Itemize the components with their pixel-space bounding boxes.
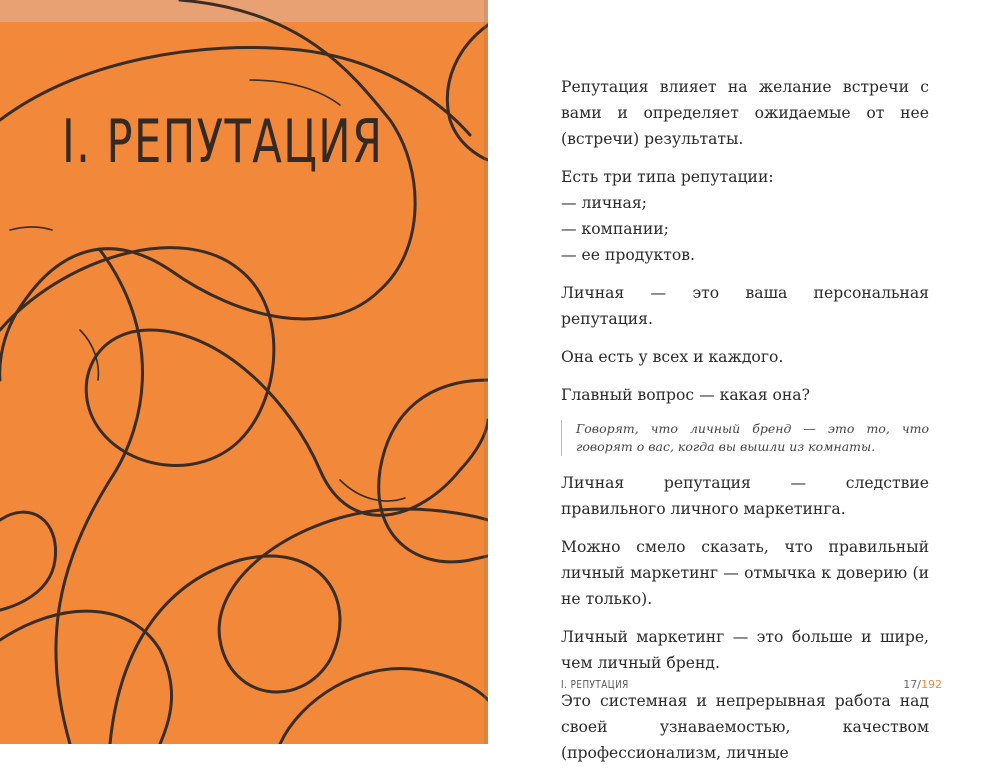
total-pages: 192 [921, 678, 942, 691]
curve-left-edge [0, 512, 56, 610]
curve-top-loop [0, 0, 415, 380]
list-item: — личная; [561, 194, 647, 212]
paragraph: Она есть у всех и каждого. [561, 348, 784, 366]
curve-lower-loop [110, 509, 488, 744]
current-page: 17 [903, 678, 918, 691]
curve-bottom-left [0, 611, 172, 744]
list-item: — ее продуктов. [561, 246, 696, 264]
running-title: I. РЕПУТАЦИЯ [561, 678, 629, 691]
paragraph: Главный вопрос — какая она? [561, 386, 810, 404]
page-separator: / [917, 678, 921, 691]
accent-stroke-2 [340, 480, 405, 501]
page-number [903, 678, 942, 691]
paragraph: Это системная и непрерывная работа над своей узнаваемостью, качеством (профессионализм, личные [561, 692, 929, 762]
curve-long-sweep [56, 250, 143, 744]
accent-stroke-4 [250, 80, 340, 105]
accent-stroke-3 [10, 227, 52, 230]
quote: Говорят, что личный бренд — это то, что говорят о вас, когда вы вышли из комнаты. [561, 420, 929, 456]
curve-right-bulge [379, 380, 488, 562]
paragraph: Можно смело сказать, что правильный личный маркетинг — отмычка к доверию (и не только). [561, 538, 929, 608]
paragraph: Личный маркетинг — это больше и шире, чем личный бренд. [561, 628, 929, 672]
paragraph: Репутация влияет на желание встречи с вами и определяет ожидаемые от нее (встречи) результаты. [561, 78, 929, 148]
reputation-types-list [561, 190, 929, 268]
paragraph: Личная репутация — следствие правильного личного маркетинга. [561, 474, 929, 518]
chapter-title: I. РЕПУТАЦИЯ [62, 107, 384, 177]
chapter-cover-page [0, 0, 488, 744]
body-text [561, 74, 929, 778]
paragraph: Личная — это ваша персональная репутация. [561, 284, 929, 328]
text-page [488, 0, 1000, 762]
curve-middle-wave [0, 248, 488, 516]
curve-right-loop [447, 25, 488, 160]
list-item: — компании; [561, 220, 669, 238]
paragraph: Есть три типа репутации: [561, 168, 774, 186]
